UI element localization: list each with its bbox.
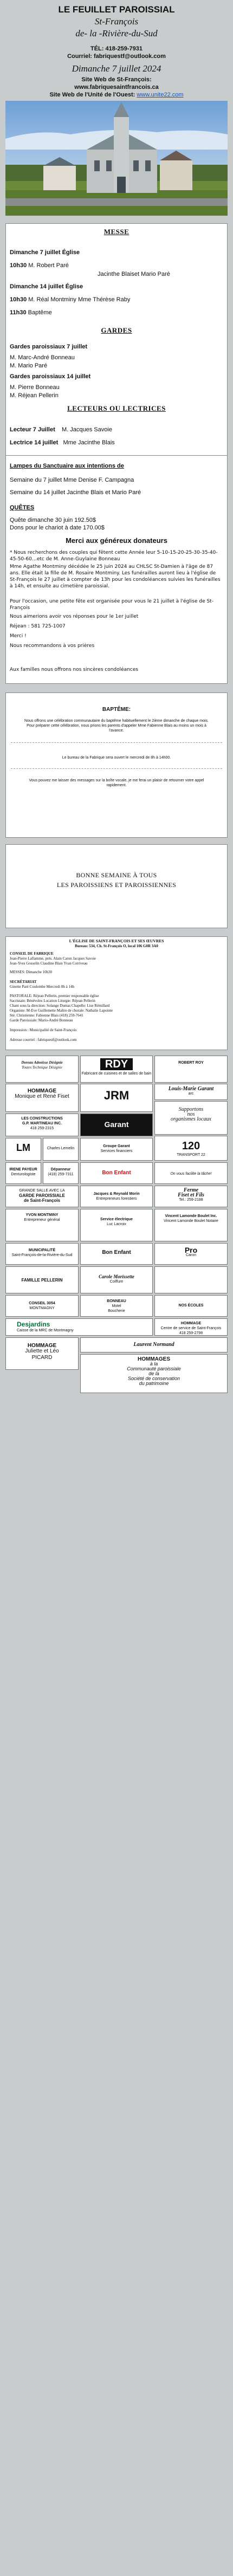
bulletin-title: LE FEUILLET PAROISSIAL — [58, 4, 175, 15]
ad-payeur: IRENE PAYEUR Denturologiste — [5, 1162, 41, 1184]
email: Courriel: fabriquestf@outlook.com — [67, 53, 166, 60]
chant: Chant sous la direction: Solange Dumas Chapelle: Lise Rémillard — [10, 1004, 110, 1008]
lecteur-row-2: Lectrice 14 juillet Mme Jacinthe Blais — [10, 439, 115, 446]
ad-lm: LM — [5, 1138, 41, 1161]
gardes-week2-label: Gardes paroissiaux 14 juillet — [10, 373, 91, 380]
gardes-week1-label: Gardes paroissiaux 7 juillet — [10, 344, 88, 350]
ad-conseil-3054: CONSEIL 3054 MONTMAGNY — [5, 1295, 79, 1317]
ad-hommages-communaute: HOMMAGES à la Communauté paroissiale de la Société de conservation du patrimoine — [80, 1354, 228, 1393]
garde-paroissiale: Garde Paroissiale: Mario-André Bonneau — [10, 1018, 73, 1022]
ad-ecoles: NOS ÉCOLES — [154, 1295, 228, 1317]
secretariat-label: SECRÉTARIAT — [10, 980, 37, 984]
ad-depanneur: Dépanneur (418) 259-7311 — [43, 1162, 79, 1184]
ad-bonenfant: Bon Enfant — [80, 1243, 153, 1265]
ad-groupe-garant: Groupe Garant Services financiers — [80, 1138, 153, 1161]
adresse-courriel: Adresse courriel : fabriquestf@outlook.com — [10, 1038, 77, 1042]
messe-row-2: 10h30 M. Robert Paré — [10, 262, 69, 269]
parish-subtitle: de- la -Rivière-du-Sud — [75, 28, 158, 38]
ad-bonenfant-vitre: Bon Enfant — [80, 1162, 153, 1184]
bureau-hours: Le bureau de la Fabrique sera ouvert le mercredi de 8h à 14h00. — [62, 756, 171, 760]
church-photo — [5, 101, 228, 216]
ad-rdy-cuisines: RDY Fabricant de cuisines et de salles de bain — [80, 1056, 153, 1083]
messe-row-6: 11h30 Baptême — [10, 309, 52, 316]
messes-time: MESSES: Dimanche 10h30 — [10, 970, 53, 974]
quetes-line-1: Quête dimanche 30 juin 192.50$ — [10, 517, 96, 523]
ad-hommage-picard: HOMMAGE Juliette et Léo PICARD — [5, 1337, 79, 1370]
donateurs-p3: Nous aimerions avoir vos réponses pour le 1er juillet — [10, 614, 139, 619]
secretariat-text: Ginette Paré Coulombe Mercredi 8h à 14h — [10, 985, 74, 989]
voicemail-note: Vous pouvez me laisser des messages sur la boîte vocale, je me ferai un plaisir de retourner votre appel rapidement. — [29, 779, 204, 787]
bapteme-panel — [5, 692, 228, 838]
website-label: Site Web de St-François: — [81, 76, 152, 83]
ad-municipalite: MUNICIPALITÉ Saint-François-de-la-Rivière-du-Sud — [5, 1243, 79, 1265]
ad-jrm: JRM — [80, 1084, 153, 1112]
ad-bonneau: BONNEAU Motel Boucherie — [80, 1295, 153, 1317]
vacances-line-1: BONNE SEMAINE À TOUS — [76, 871, 157, 879]
divider — [5, 455, 228, 456]
bapteme-text: Nous offrons une célébration communautaire du baptême habituellement le 2ième dimanche de chaque mois. Pour préparer cette célébration, nous prions les parents d'appeler Mme Fabienne Blais au moins un mois à l'avance. — [24, 719, 209, 733]
organiste: Organiste: M-Eve Guillemette Maître de chorale: Nathalie Lapointe — [10, 1008, 113, 1013]
messe-row-3: Jacinthe Blaiset Mario Paré — [98, 271, 170, 277]
parish-name: St-François — [94, 16, 139, 27]
ad-lemelin: Charles Lemelin — [43, 1138, 79, 1161]
quetes-line-2: Dons pour le chariot à date 170.00$ — [10, 525, 105, 531]
unit-label: Site Web de l'Unité de l'Ouest: — [49, 92, 135, 98]
vacances-line-2: LES PAROISSIENS ET PAROISSIENNES — [56, 881, 177, 889]
donateurs-heading: Merci aux généreux donateurs — [66, 536, 167, 545]
ad-montminy: YVON MONTMINY Entrepreneur général — [5, 1209, 79, 1241]
unit-website — [0, 92, 233, 98]
ad-famille-pellerin: FAMILLE PELLERIN — [5, 1266, 79, 1293]
ad-hommage-fiset: HOMMAGE Monique et René Fiset — [5, 1084, 79, 1112]
lampes-line-2: Semaine du 14 juillet Jacinthe Blais et Mario Paré — [10, 489, 141, 496]
ad-garant-louis-marie: Louis-Marie Garant arc — [154, 1084, 228, 1100]
ad-garant: Garant — [80, 1114, 153, 1136]
donateurs-p2: Pour l'occasion, une petite fête est organisée pour vous le 21 juillet à l'église de St-François — [10, 599, 213, 611]
ad-grande-salle: GRANDE SALLE AVEC LA GARDE PAROISSIALE de Saint-François — [5, 1186, 79, 1207]
conseil-label: CONSEIL DE FABRIQUE — [10, 952, 54, 956]
ad-pro-caron: Pro Caron — [154, 1243, 228, 1265]
lecteur-row-1: Lecteur 7 Juillet M. Jacques Savoie — [10, 426, 112, 433]
website-link[interactable]: www.fabriquesaintfrancois.ca — [74, 84, 159, 90]
ad-notaire: Vincent Lamonde Boulet Inc. Vincent Lamonde Boulet Notaire — [154, 1209, 228, 1241]
ad-ferme-fiset: Ferme Fiset et Fils Tel.: 259-2188 — [154, 1186, 228, 1207]
messe-heading: MESSE — [103, 228, 130, 236]
eglise-heading: L'ÉGLISE DE SAINT-FRANÇOIS ET SES ŒUVRES — [69, 939, 164, 943]
ad-desjardins: Desjardins Caisse de la MRC de Montmagny — [5, 1318, 153, 1336]
dashed-divider-2 — [11, 768, 222, 769]
ad-blank-1 — [154, 1266, 228, 1293]
dashed-divider-1 — [11, 742, 222, 743]
ad-facilite: On vous facilite la tâche! — [154, 1162, 228, 1184]
sacristain: Sacristain: Bénévoles Location Liturgie: Réjean Pellerin — [10, 999, 95, 1003]
gardes-week2-name-1: M. Pierre Bonneau — [10, 384, 60, 391]
gardes-heading: GARDES — [101, 326, 132, 334]
donateurs-p6: Nous recommandons à vos prières — [10, 643, 95, 649]
gardes-week1-name-2: M. Mario Paré — [10, 363, 48, 369]
quetes-heading: QUÊTES — [10, 504, 35, 511]
ad-supportons: Supportons nos organismes locaux — [154, 1101, 228, 1135]
messe-row-1: Dimanche 7 juillet Église — [10, 249, 80, 256]
lecteurs-heading: LECTEURS OU LECTRICES — [67, 404, 166, 412]
gardes-week2-name-2: M. Réjean Pellerin — [10, 392, 59, 399]
secretaire: Sté. Christienne: Fabienne Blais (418) 259-7641 — [10, 1013, 83, 1018]
bulletin-date: Dimanche 7 juillet 2024 — [72, 63, 161, 74]
ad-morissette: Carole Morissette Coiffure — [80, 1266, 153, 1293]
unit-link[interactable]: www.unite22.com — [137, 92, 184, 98]
donateurs-p7: Aux familles nous offrons nos sincères condoléances — [10, 667, 139, 672]
ad-centre-service: HOMMAGE Centre de service de Saint-François 418 259-2798 — [154, 1318, 228, 1336]
messe-row-4: Dimanche 14 juillet Église — [10, 283, 83, 290]
ad-hommage-doreau: Doreau Adonisse Désignie Toutes Technique Désignie — [5, 1056, 79, 1083]
gardes-week1-name-1: M. Marc-André Bonneau — [10, 354, 75, 361]
pastorale: PASTORALE: Réjean Pellerin, premier responsable église — [10, 994, 99, 998]
imprimerie: Impression : Municipalité de Saint-François — [10, 1028, 77, 1032]
donateurs-p5: Merci ! — [10, 633, 27, 639]
conseil-row-1: Jean-Pierre Laflamme, prés. Alain Caron Jacques Savoie — [10, 956, 96, 961]
ad-jrm-morin: Jacques & Reynald Morin Entrepreneurs forestiers — [80, 1186, 153, 1207]
ad-normand: Laurent Normand — [80, 1337, 228, 1352]
eglise-address: Bureau: 534, Ch. St-François O, local 106 G0R 3A0 — [75, 944, 158, 948]
bapteme-heading: BAPTÊME: — [102, 707, 131, 713]
lampes-heading: Lampes du Sanctuaire aux intentions de — [10, 463, 124, 469]
donateurs-p1b: Mme Agathe Montminy décédée le 25 juin 2024 au CHLSC St-Damien à l'âge de 87 ans. Elle était la fille de M. Rosaire Montminy. Les funérailles auront lieu à l'église de St-François le 27 juillet à compter de 13h pour les condoléances suivies les funérailles à 14h, et ensuite au cimetière paroissial. — [10, 564, 221, 589]
ad-service-electrique: Service électrique Luc Lacroix — [80, 1209, 153, 1241]
donateurs-p4: Réjean : 581 725-1007 — [10, 624, 66, 629]
ad-roy: ROBERT ROY — [154, 1056, 228, 1083]
phone: TÉL: 418-259-7931 — [90, 46, 143, 52]
lampes-line-1: Semaine du 7 juillet Mme Denise F. Campagna — [10, 477, 134, 483]
messe-row-5: 10h30 M. Réal Montminy Mme Thérèse Raby — [10, 296, 131, 303]
ad-constructions-martineau: LES CONSTRUCTIONS G.P. MARTINEAU INC. 418 259-2315 — [5, 1114, 79, 1136]
ad-transport: 120 TRANSPORT 22 — [154, 1136, 228, 1161]
conseil-row-2: Jean-Yves Gosselin Claudine Blais Yvan Corriveau — [10, 961, 88, 966]
donateurs-p1: * Nous recherchons des couples qui fêtent cette Année leur 5-10-15-20-25-30-35-40-45-50-60…etc de M. Anne-Guylaine Bonneau — [10, 550, 218, 562]
